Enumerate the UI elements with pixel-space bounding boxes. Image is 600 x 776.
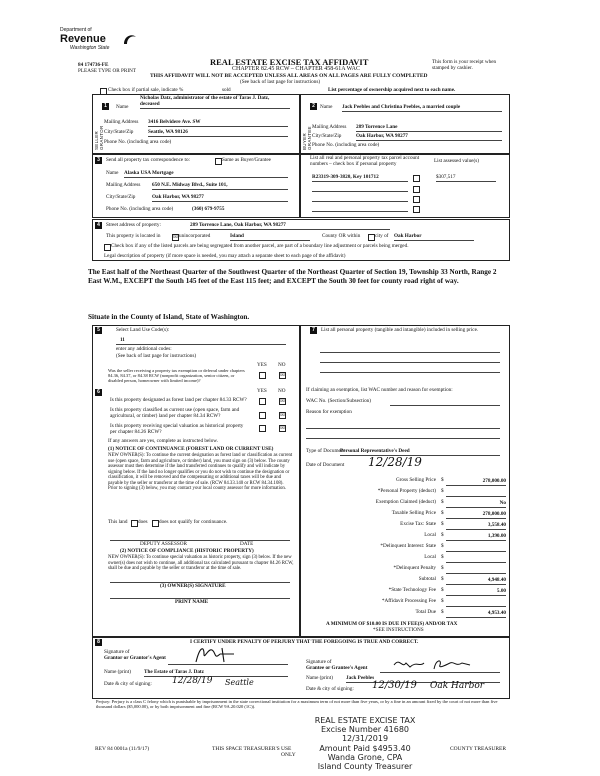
sale-row-label: Total Due bbox=[415, 609, 436, 615]
land-use-code: 11 bbox=[120, 337, 125, 343]
notice-1-text: NEW OWNER(S): To continue the current designation as forest land or classification as current use (open space, farm and agriculture, or timber) land, you must sign on (3) below. The county assessor must then determine if the land transferred continues to qualify and will indicate by signing below. If the land no longer qualifies or you do not wish to continue the designation or classification, it will be removed and the compensating or additional taxes will be due and payable by the seller or transferor at the time of sale. (RCW 84.33.140 or RCW 84.34.108). Prior to signing (3) below, you may contact your local county assessor for more information. bbox=[108, 453, 293, 492]
treasurer-stamp bbox=[300, 716, 430, 771]
section-8-badge: 8 bbox=[95, 639, 102, 646]
segregate-label: Check box if any of the listed parcels are being segregated from another parcel, are part of a boundary line adjustment or parcels being merged. bbox=[111, 243, 409, 249]
corr-phone-label: Phone No. (including area code) bbox=[106, 206, 174, 212]
sale-row-value: 278,000.00 bbox=[446, 478, 506, 486]
land-use-code-line bbox=[116, 344, 286, 345]
deputy-date-label: DATE bbox=[240, 541, 254, 547]
sale-row-currency: $ bbox=[441, 532, 444, 538]
personal-property-label: List all personal property (tangible and intangible) included in selling price. bbox=[321, 327, 479, 333]
does-label: does bbox=[138, 519, 148, 525]
grantee-name-label: Name (print) bbox=[306, 675, 333, 681]
perjury-note: Perjury: Perjury is a class C felony which is punishable by imprisonment in the state correctional institution for a maximum term of not more than five years, or by a fine in an amount fixed by the court of not more than five thousand dollars ($5,000.00), or by both imprisonment and fine (RCW 9A.20.020 (1C)). bbox=[96, 699, 498, 710]
logo-line2: Revenue bbox=[60, 33, 106, 45]
grantee-signature bbox=[390, 655, 480, 673]
section-1-badge: 1 bbox=[102, 103, 109, 110]
buyer-city: Oak Harbor, WA 98277 bbox=[356, 134, 502, 141]
q1-no-checkbox[interactable]: ☒ bbox=[280, 373, 285, 378]
unincorporated-label: unincorporated bbox=[179, 233, 211, 239]
segregate-checkbox[interactable] bbox=[104, 244, 111, 251]
parcel-line-4 bbox=[312, 211, 408, 212]
percentage-note: List percentage of ownership acquired next to each name. bbox=[328, 87, 456, 93]
sale-row-currency: $ bbox=[441, 510, 444, 516]
form-see-back: (See back of last page for instructions) bbox=[240, 79, 321, 85]
form-warning: THIS AFFIDAVIT WILL NOT BE ACCEPTED UNLESS ALL AREAS ON ALL PAGES ARE FULLY COMPLETED bbox=[150, 73, 428, 79]
grantor-signature bbox=[190, 644, 240, 664]
q2-no-checkbox[interactable]: ☒ bbox=[280, 399, 285, 404]
land-use-see-back: (See back of last page for instructions) bbox=[116, 353, 197, 359]
sale-row-label: Local bbox=[424, 532, 436, 538]
this-land-label: This land bbox=[108, 519, 128, 525]
reason-line-1 bbox=[306, 428, 500, 429]
parcel-line-3 bbox=[312, 201, 408, 202]
grantee-agent-label: Grantee or Grantee's Agent bbox=[306, 665, 368, 671]
no-header-1: NO bbox=[278, 362, 286, 368]
buyer-side-label: BUYER GRANTEE bbox=[302, 126, 312, 150]
sale-row-label: Gross Selling Price bbox=[395, 477, 436, 483]
notice-1-title: (1) NOTICE OF CONTINUANCE (FOREST LAND OR CURRENT USE) bbox=[108, 446, 274, 452]
located-in-label: This property is located in bbox=[106, 233, 161, 239]
seller-city-label: City/State/Zip bbox=[104, 129, 134, 135]
parcel-personal-checkbox-3[interactable] bbox=[413, 196, 420, 203]
sale-row-label: Subtotal bbox=[418, 576, 436, 582]
city-of-checkbox[interactable] bbox=[368, 234, 375, 241]
partial-sale-label: Check box if partial sale, indicate % bbox=[108, 87, 184, 93]
sale-row-value bbox=[446, 599, 506, 607]
sale-row-value: 278,000.00 bbox=[446, 511, 506, 519]
print-name-label: PRINT NAME bbox=[175, 599, 209, 605]
sale-row-currency: $ bbox=[441, 565, 444, 571]
parcel-personal-checkbox-4[interactable] bbox=[413, 206, 420, 213]
sale-row-label: Taxable Selling Price bbox=[391, 510, 436, 516]
minimum-note: A MINIMUM OF $10.00 IS DUE IN FEE(S) AND/OR TAX bbox=[326, 621, 458, 627]
stamp-line-3: 12/31/2019 bbox=[341, 734, 389, 744]
buyer-name-label: Name bbox=[320, 104, 333, 110]
does-not-checkbox[interactable] bbox=[152, 520, 159, 527]
parcel-personal-checkbox-1[interactable] bbox=[413, 175, 420, 182]
personal-property-line-2 bbox=[320, 362, 500, 363]
sale-row-currency: $ bbox=[441, 598, 444, 604]
does-checkbox[interactable] bbox=[131, 520, 138, 527]
parcel-personal-checkbox-2[interactable] bbox=[413, 186, 420, 193]
dor-swoosh-icon bbox=[122, 32, 138, 46]
sale-row-currency: $ bbox=[441, 554, 444, 560]
parcel-line-2 bbox=[312, 191, 408, 192]
wac-line bbox=[390, 405, 500, 406]
buyer-city-label: City/State/Zip bbox=[312, 133, 342, 139]
sale-row-label: Excise Tax: State bbox=[400, 521, 436, 527]
reason-line-2 bbox=[306, 438, 500, 439]
q4-no-checkbox[interactable]: ☒ bbox=[280, 426, 285, 431]
historic-question: Is this property receiving special valuation as historical property per chapter 84.26 RCW? bbox=[110, 423, 244, 435]
section-7-badge: 7 bbox=[310, 327, 317, 334]
corr-name: Alaska USA Mortgage bbox=[124, 171, 288, 178]
grantee-sig-label: Signature of bbox=[306, 659, 332, 665]
corr-mail: 650 N.E. Midway Blvd., Suite 101, bbox=[152, 183, 288, 190]
grantee-date-label: Date & city of signing: bbox=[306, 686, 354, 692]
grantor-date-label: Date & city of signing: bbox=[104, 681, 152, 687]
legal-label: Legal description of property (if more space is needed, you may attach a separate sheet to each page of the affidavit) bbox=[104, 253, 346, 259]
q3-yes-checkbox[interactable] bbox=[259, 412, 266, 419]
no-header-2: NO bbox=[278, 388, 286, 394]
yes-header-2: YES bbox=[257, 388, 267, 394]
property-city: Oak Harbor bbox=[394, 234, 474, 241]
sale-row-label: *Affidavit Processing Fee bbox=[381, 598, 436, 604]
seller-name-label: Name bbox=[116, 104, 129, 110]
see-instructions: *SEE INSTRUCTIONS bbox=[373, 627, 424, 633]
form-number: 84 174736-FE bbox=[78, 62, 109, 68]
partial-sold-label: sold bbox=[222, 87, 231, 93]
county-or-label: County OR within bbox=[322, 233, 361, 239]
seller-mail: 3416 Belvidere Ave. SW bbox=[148, 120, 288, 127]
county-treasurer-label: COUNTY TREASURER bbox=[450, 746, 507, 752]
corr-phone: (360) 679-9755 bbox=[192, 206, 225, 212]
form-subtitle: CHAPTER 82.45 RCW – CHAPTER 458-61A WAC bbox=[232, 66, 360, 72]
corr-mail-label: Mailing Address bbox=[106, 182, 141, 188]
sale-row-value: No bbox=[446, 500, 506, 508]
stamp-line-4: Amount Paid $4953.40 bbox=[319, 743, 411, 753]
assessed-value: $307,517 bbox=[436, 175, 496, 182]
sale-row-label: *Delinquent Interest: State bbox=[380, 543, 436, 549]
grantor-sig-line bbox=[168, 664, 288, 665]
grantee-name: Jack Peebles bbox=[346, 676, 500, 683]
section-5-badge: 5 bbox=[95, 327, 102, 334]
section-6-badge: 6 bbox=[95, 389, 102, 396]
current-use-question: Is this property classified as current use (open space, farm and agricultural, or timber) land per chapter 84.34 RCW? bbox=[110, 407, 240, 419]
stamp-line-2: Excise Number 41680 bbox=[320, 725, 410, 735]
parcels-header: List all real and personal property tax parcel account numbers – check box if personal property bbox=[310, 155, 420, 167]
seller-city: Seattle, WA 98126 bbox=[148, 130, 288, 137]
grantor-city: Seattle bbox=[225, 678, 254, 687]
rev-number: REV 84 0001a (11/9/17) bbox=[95, 746, 150, 752]
answer-note: If any answers are yes, complete as instructed below. bbox=[108, 438, 219, 444]
sale-row-value bbox=[446, 555, 506, 563]
logo-line3: Washington State bbox=[70, 45, 110, 51]
section-3-badge: 3 bbox=[95, 157, 102, 164]
print-note: PLEASE TYPE OR PRINT bbox=[78, 68, 136, 74]
doc-type-label: Type of Document bbox=[306, 448, 345, 454]
buyer-mail: 289 Torrence Lane bbox=[356, 125, 502, 132]
corr-city-label: City/State/Zip bbox=[106, 194, 136, 200]
sale-row-currency: $ bbox=[441, 609, 444, 615]
owner-sig-label: (3) OWNER(S) SIGNATURE bbox=[160, 583, 226, 589]
personal-property-line-3 bbox=[320, 372, 500, 373]
section-4-badge: 4 bbox=[95, 222, 102, 229]
parcel-number: R23319-309-3820, Key 101712 bbox=[312, 175, 408, 182]
grantor-name: The Estate of Taras J. Datz bbox=[144, 670, 288, 677]
sale-row-currency: $ bbox=[441, 499, 444, 505]
dor-logo bbox=[60, 28, 172, 54]
sale-row-value: 4,953.40 bbox=[446, 610, 506, 618]
sale-row-currency: $ bbox=[441, 477, 444, 483]
buyer-name: Jack Peebles and Christina Peebles, a married couple bbox=[342, 105, 502, 112]
exemption-question: Was the seller receiving a property tax exemption or deferral under chapters 84.36, 84.37, or 84.38 RCW (nonprofit organization, senior citizen, or disabled person, homeowner with limited income)? bbox=[108, 368, 245, 384]
exemption-reason-label: Reason for exemption bbox=[306, 409, 352, 415]
correspondence-label: Send all property tax correspondence to: bbox=[106, 157, 190, 163]
assessed-header: List assessed value(s) bbox=[434, 158, 479, 164]
sale-row-currency: $ bbox=[441, 543, 444, 549]
sale-row-label: *State Technology Fee bbox=[388, 587, 436, 593]
stamp-line-5: Wanda Grone, CPA bbox=[327, 752, 403, 762]
sale-row-currency: $ bbox=[441, 576, 444, 582]
doc-type: Personal Representative's Deed bbox=[340, 449, 500, 456]
grantor-agent-label: Grantor or Grantor's Agent bbox=[104, 655, 166, 661]
does-not-label: does not qualify for continuance. bbox=[159, 519, 228, 525]
certify-header: I CERTIFY UNDER PENALTY OF PERJURY THAT THE FOREGOING IS TRUE AND CORRECT. bbox=[190, 639, 419, 645]
sale-row-currency: $ bbox=[441, 488, 444, 494]
personal-property-line-1 bbox=[320, 352, 500, 353]
corr-name-label: Name bbox=[106, 170, 119, 176]
sale-row-label: Local bbox=[424, 554, 436, 560]
stamp-line-1: REAL ESTATE EXCISE TAX bbox=[314, 716, 416, 725]
yes-header-1: YES bbox=[257, 362, 267, 368]
sale-row-value: 1,390.00 bbox=[446, 533, 506, 541]
seller-mail-label: Mailing Address bbox=[104, 119, 139, 125]
notice-2-text: NEW OWNER(S): To continue special valuation as historic property, sign (3) below. If the new owner(s) does not wish to continue, all additional tax calculated pursuant to chapter 84.26 RCW, shall be due and payable by the seller or transferor at the time of sale. bbox=[108, 555, 294, 572]
sale-row-value bbox=[446, 544, 506, 552]
sale-row-value bbox=[446, 566, 506, 574]
city-of-label: city of bbox=[375, 233, 389, 239]
sale-row-value: 5.00 bbox=[446, 588, 506, 596]
doc-date-label: Date of Document bbox=[306, 462, 345, 468]
sale-row-label: Exemption Claimed (deduct) bbox=[375, 499, 436, 505]
forest-question: Is this property designated as forest land per chapter 84.33 RCW? bbox=[110, 397, 247, 403]
sale-row-label: *Delinquent Penalty bbox=[393, 565, 436, 571]
grantor-date: 12/28/19 bbox=[172, 676, 213, 686]
situate-text: Situate in the County of Island, State of Washington. bbox=[88, 313, 250, 321]
buyer-mail-label: Mailing Address bbox=[312, 124, 347, 130]
same-as-buyer-label: Same as Buyer/Grantee bbox=[222, 157, 271, 163]
seller-side-label: SELLER GRANTOR bbox=[94, 125, 104, 150]
form-title: REAL ESTATE EXCISE TAX AFFIDAVIT bbox=[210, 57, 369, 67]
sale-row-label: *Personal Property (deduct) bbox=[377, 488, 436, 494]
seller-name: Nicholas Datz, administrator of the estate of Taras J. Datz, deceased bbox=[140, 96, 290, 109]
corr-city: Oak Harbor, WA 98277 bbox=[152, 195, 288, 202]
doc-date: 12/28/19 bbox=[368, 455, 422, 469]
q4-yes-checkbox[interactable] bbox=[259, 425, 266, 432]
unincorporated-checkbox[interactable]: ☒ bbox=[173, 235, 178, 240]
exemption-claim-label: If claiming an exemption, list WAC number and reason for exemption: bbox=[306, 387, 453, 393]
grantee-date: 12/30/19 bbox=[372, 680, 417, 691]
land-use-label: Select Land Use Code(s): bbox=[116, 327, 170, 333]
grantor-name-label: Name (print) bbox=[104, 669, 131, 675]
deputy-label: DEPUTY ASSESSOR bbox=[140, 541, 187, 547]
sale-row-value: 4,948.40 bbox=[446, 577, 506, 585]
receipt-note: This form is your receipt when stamped by cashier. bbox=[432, 59, 497, 71]
legal-description: The East half of the Northeast Quarter of the Southwest Quarter of the Northeast Quarter of Section 19, Township 33 North, Range 2 East W.M., EXCEPT the South 145 feet of the East 115 feet; and EXCEPT the South 30 feet for county road right of way. bbox=[88, 268, 497, 286]
stamp-line-6: Island County Treasurer bbox=[317, 761, 413, 771]
wac-label: WAC No. (Section/Subsection) bbox=[306, 398, 371, 404]
grantor-sig-label: Signature of bbox=[104, 649, 130, 655]
q3-no-checkbox[interactable]: ☒ bbox=[280, 413, 285, 418]
sale-row-value: 3,558.40 bbox=[446, 522, 506, 530]
grantee-city: Oak Harbor bbox=[430, 681, 485, 691]
notice-2-title: (2) NOTICE OF COMPLIANCE (HISTORIC PROPERTY) bbox=[120, 548, 254, 554]
sale-row-currency: $ bbox=[441, 587, 444, 593]
deputy-line bbox=[110, 540, 290, 541]
q2-yes-checkbox[interactable] bbox=[259, 398, 266, 405]
additional-codes-label: enter any additional codes: bbox=[116, 346, 172, 352]
same-as-buyer-checkbox[interactable] bbox=[215, 158, 222, 165]
seller-phone-label: Phone No. (including area code) bbox=[104, 139, 172, 145]
buyer-phone-label: Phone No. (including area code) bbox=[312, 142, 380, 148]
logo-line1: Department of bbox=[60, 27, 92, 33]
county-name: Island bbox=[230, 234, 310, 241]
street-label: Street address of property: bbox=[106, 222, 161, 228]
section-2-badge: 2 bbox=[310, 103, 317, 110]
grantee-sig-line bbox=[380, 672, 500, 673]
street-address: 289 Torrence Lane, Oak Harbor, WA 98277 bbox=[190, 223, 390, 230]
treasurer-only-label: ONLY bbox=[281, 752, 296, 758]
sale-row-currency: $ bbox=[441, 521, 444, 527]
treasurer-use-label: THIS SPACE TREASURER'S USE bbox=[212, 746, 292, 752]
sale-row-value bbox=[446, 489, 506, 497]
q1-yes-checkbox[interactable] bbox=[259, 372, 266, 379]
